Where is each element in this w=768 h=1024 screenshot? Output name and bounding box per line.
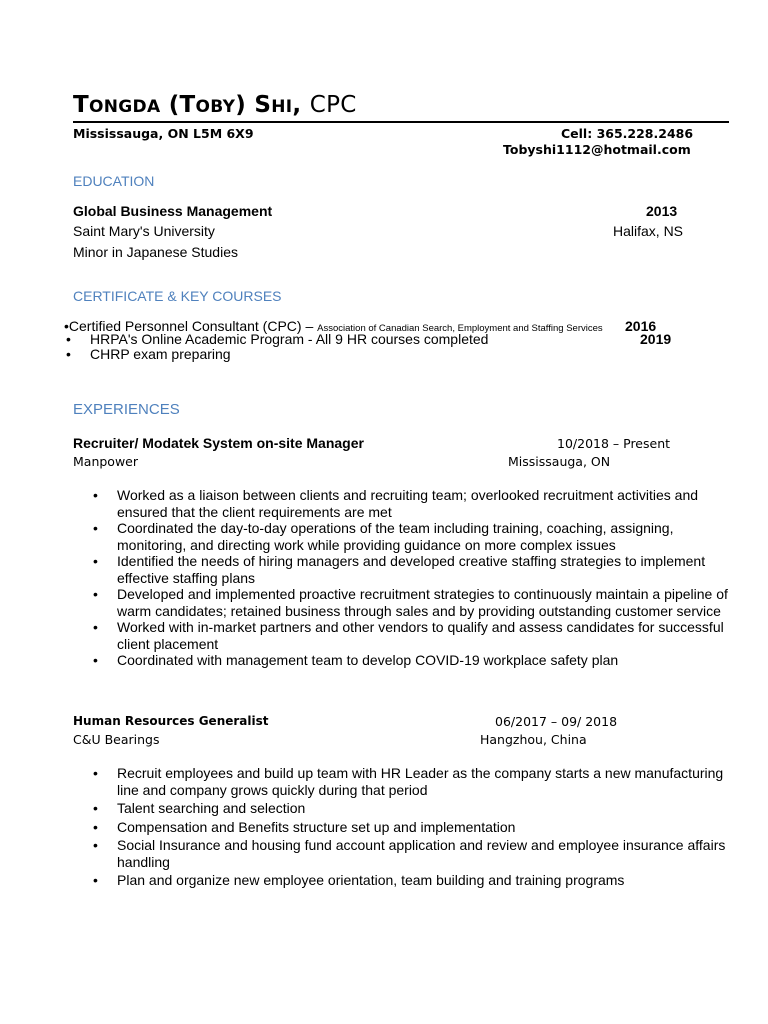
cell-phone: Cell: 365.228.2486 — [561, 126, 694, 141]
job-title: Human Resources Generalist — [73, 714, 269, 728]
bullet: • — [66, 331, 71, 347]
list-item: • Developed and implemented proactive recruitment strategies to continuously maintain a pipeline of warm candidates; retained business through sales and by providing outstanding customer service — [93, 586, 728, 619]
job-bullets — [93, 487, 737, 669]
education-location: Halifax, NS — [613, 223, 684, 239]
list-item: • Compensation and Benefits structure set up and implementation — [93, 818, 516, 835]
education-school: Saint Mary's University — [73, 223, 215, 239]
certificate-item — [66, 331, 71, 347]
list-item: • Recruit employees and build up team with HR Leader as the company starts a new manufacturing line and company grows quickly during that period — [93, 765, 724, 798]
job-location: Mississauga, ON — [508, 454, 611, 469]
bullet: • — [66, 346, 71, 362]
certificate-text: Certified Personnel Consultant (CPC) – — [68, 318, 314, 334]
section-certificates-heading: CERTIFICATE & KEY COURSES — [73, 288, 282, 304]
certificate-text: HRPA's Online Academic Program - All 9 HR courses completed — [90, 331, 489, 347]
job-bullets — [93, 765, 737, 889]
job-dates: 06/2017 – 09/ 2018 — [495, 714, 618, 729]
certificate-text: CHRP exam preparing — [90, 346, 231, 362]
certificate-note: Association of Canadian Search, Employment and Staffing Services — [317, 323, 603, 334]
list-item: • Talent searching and selection — [93, 800, 306, 816]
bullet: • — [64, 318, 69, 334]
education-program: Global Business Management — [73, 203, 273, 219]
certificate-year: 2019 — [640, 331, 672, 347]
list-item: • Social Insurance and housing fund account application and review and employee insurance affairs handling — [93, 837, 726, 870]
list-item: • Plan and organize new employee orientation, team building and training programs — [93, 872, 625, 888]
job-company: C&U Bearings — [73, 732, 160, 747]
email[interactable]: Tobyshi1112@hotmail.com — [503, 142, 691, 157]
header-divider — [73, 121, 729, 123]
certificate-year: 2016 — [625, 318, 657, 334]
list-item: • Coordinated the day-to-day operations of the team including training, coaching, assigning, monitoring, and directing work while providing guidance on more complex issues — [93, 520, 674, 553]
address: Mississauga, ON L5M 6X9 — [73, 126, 254, 141]
candidate-name: TONGDA (TOBY) SHI, CPC — [73, 92, 357, 118]
list-item: • Worked as a liaison between clients and recruiting team; overlooked recruitment activities and ensured that the client requirements are met — [93, 487, 699, 520]
job-title: Recruiter/ Modatek System on-site Manager — [73, 435, 364, 451]
certificate-item — [66, 346, 71, 362]
list-item: • Worked with in-market partners and other vendors to qualify and assess candidates for successful client placement — [93, 619, 724, 652]
list-item: • Coordinated with management team to develop COVID-19 workplace safety plan — [93, 652, 619, 668]
education-minor: Minor in Japanese Studies — [73, 244, 238, 260]
job-company: Manpower — [73, 454, 139, 469]
section-experiences-heading: EXPERIENCES — [73, 401, 180, 418]
section-education-heading: EDUCATION — [73, 173, 155, 189]
credential: CPC — [309, 92, 357, 118]
education-year: 2013 — [646, 203, 678, 219]
list-item: • Identified the needs of hiring managers and developed creative staffing strategies to implement effective staffing plans — [93, 553, 706, 586]
job-location: Hangzhou, China — [480, 732, 587, 747]
job-dates: 10/2018 – Present — [557, 436, 671, 451]
